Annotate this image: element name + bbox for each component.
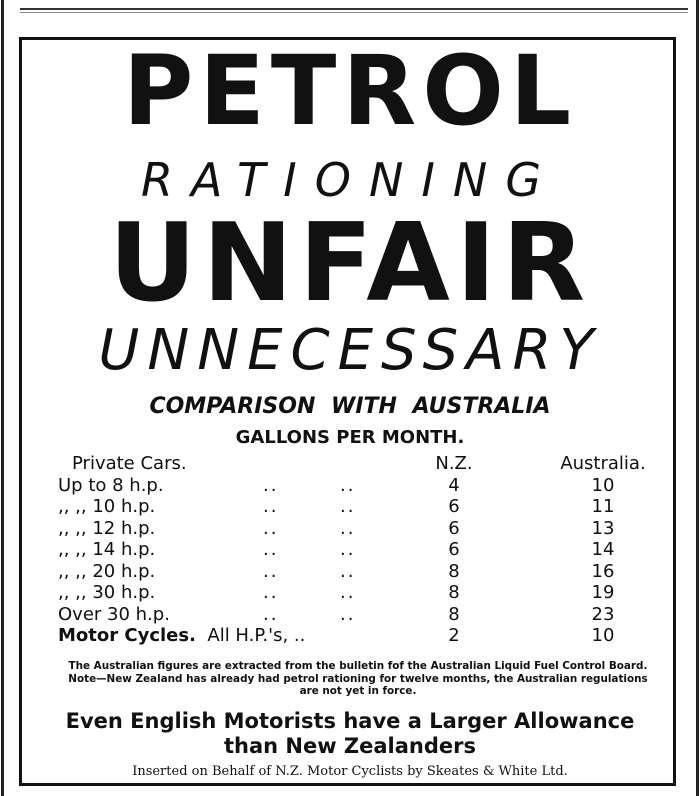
top-rule-thin <box>20 12 688 13</box>
row-label: ,, ,, 20 h.p. <box>58 560 156 582</box>
row-australia-value: 14 <box>591 539 615 560</box>
insertion-credit: Inserted on Behalf of N.Z. Motor Cyclists by Skeates & White Ltd. <box>132 764 568 779</box>
row-leader: .. <box>340 496 356 517</box>
headline-petrol: PETROL <box>122 35 578 147</box>
row-leader: .. <box>340 474 356 496</box>
table-row <box>58 582 658 604</box>
row-nz-value: 8 <box>448 603 460 625</box>
row-nz-value: 2 <box>448 625 460 646</box>
row-label: Up to 8 h.p. <box>58 474 164 496</box>
row-nz-value: 8 <box>448 560 460 582</box>
subheading-comparison: COMPARISON WITH AUSTRALIA <box>149 394 551 419</box>
motor-cycles-label: Motor Cycles. <box>58 625 196 646</box>
header-private-cars: Private Cars. <box>72 453 187 474</box>
header-australia: Australia. <box>560 453 646 474</box>
headline-unnecessary: UNNECESSARY <box>98 318 602 383</box>
row-leader: .. <box>340 582 356 603</box>
row-australia-value: 11 <box>591 496 615 517</box>
row-nz-value: 4 <box>448 474 460 496</box>
row-leader: .. <box>340 539 356 560</box>
row-label: ,, ,, 14 h.p. <box>58 539 156 560</box>
row-label <box>58 625 305 647</box>
all-hp-label: All H.P.'s <box>207 625 283 646</box>
table-header <box>58 453 658 475</box>
table-row <box>58 496 658 518</box>
headline-rationing: RATIONING <box>141 153 559 207</box>
row-leader: , .. <box>282 625 306 646</box>
table-row <box>58 518 658 540</box>
row-leader: .. <box>263 474 279 496</box>
row-nz-value: 6 <box>448 517 460 539</box>
table-row-motor-cycles <box>58 625 658 647</box>
row-leader: .. <box>340 560 356 582</box>
table-row <box>58 561 658 583</box>
subheading-gallons: GALLONS PER MONTH. <box>235 427 465 448</box>
row-australia-value: 10 <box>591 625 615 646</box>
top-rule <box>20 8 688 10</box>
row-leader: .. <box>340 603 356 625</box>
table-row <box>58 604 658 626</box>
row-label: ,, ,, 10 h.p. <box>58 496 156 517</box>
row-leader: .. <box>263 582 279 603</box>
row-nz-value: 6 <box>448 539 460 560</box>
row-nz-value: 6 <box>448 496 460 517</box>
row-australia-value: 16 <box>591 560 615 582</box>
row-label: ,, ,, 12 h.p. <box>58 517 156 539</box>
tagline-line-2: than New Zealanders <box>223 734 477 758</box>
row-leader: .. <box>263 603 279 625</box>
row-australia-value: 10 <box>591 474 615 496</box>
row-leader: .. <box>263 517 279 539</box>
row-australia-value: 19 <box>591 582 615 603</box>
header-nz: N.Z. <box>435 453 473 474</box>
row-leader: .. <box>263 539 279 560</box>
row-leader: .. <box>263 496 279 517</box>
row-label: ,, ,, 30 h.p. <box>58 582 156 603</box>
table-row <box>58 475 658 497</box>
headline-unfair: UNFAIR <box>108 201 592 326</box>
table-row <box>58 539 658 561</box>
row-leader: .. <box>263 560 279 582</box>
tagline-line-1: Even English Motorists have a Larger Allowance <box>65 709 635 733</box>
footnote: The Australian figures are extracted from the bulletin fof the Australian Liquid Fuel Control Board. Note—New Zealand has already had petrol rationing for twelve months, the Australian regulations are not yet in force. <box>68 660 648 697</box>
row-label: Over 30 h.p. <box>58 603 170 625</box>
row-australia-value: 23 <box>591 603 615 625</box>
comparison-table <box>58 453 658 647</box>
row-nz-value: 8 <box>448 582 460 603</box>
row-leader: .. <box>340 517 356 539</box>
row-australia-value: 13 <box>591 517 615 539</box>
